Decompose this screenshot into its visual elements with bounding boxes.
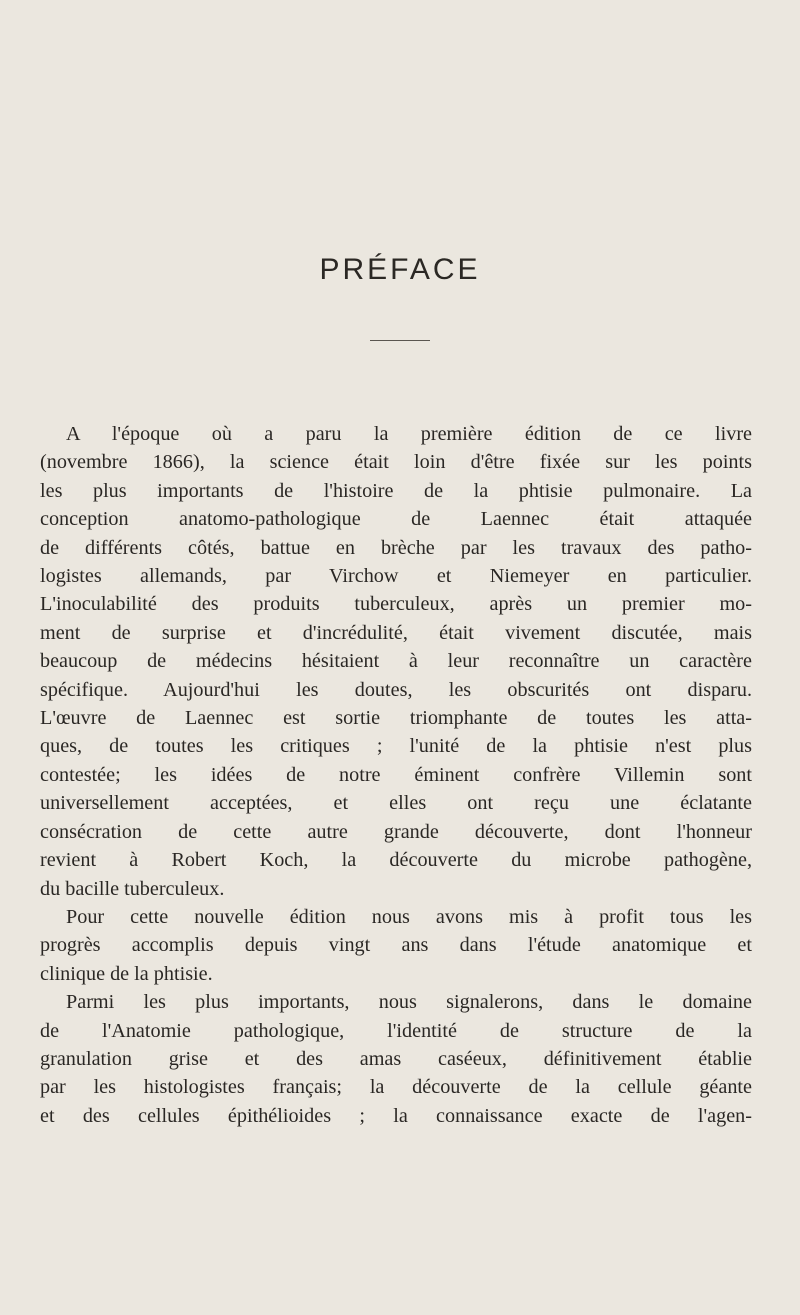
preface-body [40,420,752,1130]
text-line: contestée; les idées de notre éminent confrère Villemin sont [40,763,752,786]
text-line: beaucoup de médecins hésitaient à leur reconnaître un caractère [40,650,752,673]
text-line: par les histologistes français; la découverte de la cellule géante [40,1076,752,1099]
text-line: granulation grise et des amas caséeux, définitivement établie [40,1047,752,1070]
text-line: logistes allemands, par Virchow et Niemeyer en particulier. [40,565,752,588]
text-line: revient à Robert Koch, la découverte du microbe pathogène, [40,849,752,872]
text-line: du bacille tuberculeux. [40,877,225,900]
text-line: Pour cette nouvelle édition nous avons mis à profit tous les [66,905,752,928]
text-line: de l'Anatomie pathologique, l'identité de structure de la [40,1019,752,1042]
text-line: ques, de toutes les critiques ; l'unité de la phtisie n'est plus [40,735,752,758]
text-line: progrès accomplis depuis vingt ans dans l'étude anatomique et [40,934,752,957]
text-line: universellement acceptées, et elles ont reçu une éclatante [40,792,752,815]
text-line: (novembre 1866), la science était loin d'être fixée sur les points [40,451,752,474]
text-line: A l'époque où a paru la première édition de ce livre [66,423,752,445]
text-line: conception anatomo-pathologique de Laennec était attaquée [40,508,752,531]
text-line: Parmi les plus importants, nous signalerons, dans le domaine [66,991,752,1014]
text-line: ment de surprise et d'incrédulité, était vivement discutée, mais [40,621,752,644]
title-divider [370,340,430,341]
text-line: consécration de cette autre grande découverte, dont l'honneur [40,820,752,843]
text-line: spécifique. Aujourd'hui les doutes, les obscurités ont disparu. [40,678,752,701]
page-title: PRÉFACE [319,253,481,286]
text-line: les plus importants de l'histoire de la phtisie pulmonaire. La [40,479,752,502]
text-line: clinique de la phtisie. [40,962,213,985]
text-line: et des cellules épithélioides ; la connaissance exacte de l'agen- [40,1104,752,1127]
text-line: L'œuvre de Laennec est sortie triomphante de toutes les atta- [40,707,752,730]
text-line: de différents côtés, battue en brèche par les travaux des patho- [40,536,752,559]
text-line: L'inoculabilité des produits tuberculeux, après un premier mo- [40,593,752,616]
